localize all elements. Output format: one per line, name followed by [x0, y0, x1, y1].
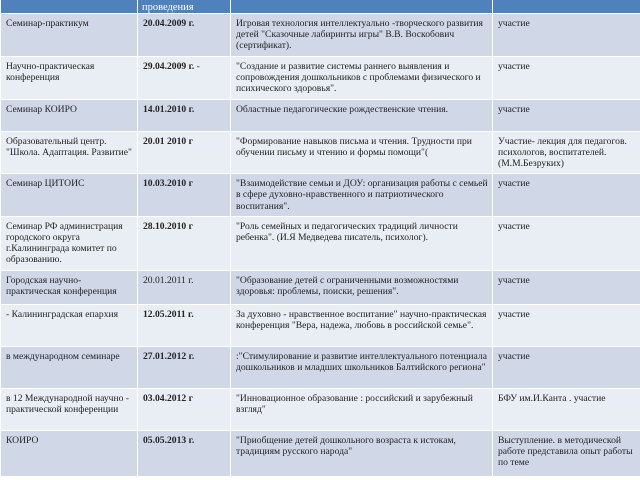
date-cell: 05.05.2013 г. [138, 430, 231, 476]
role-cell: участие [493, 14, 640, 57]
topic-cell: Областные педагогические рождественские чтения. [231, 99, 493, 131]
topic-cell: "Формирование навыков письма и чтения. Трудности при обучении письму и чтению и формы помощи"( [231, 131, 493, 174]
date-suffix: - [194, 61, 200, 72]
topic-cell: "Взаимодействие семьи и ДОУ: организация работы с семьей в сфере духовно-нравственного и патриотического воспитания". [231, 174, 493, 217]
table-row [1, 270, 640, 304]
table-body [1, 14, 640, 477]
role-cell: БФУ им.И.Канта . участие [493, 388, 640, 430]
date-cell: 20.01 2010 г [138, 131, 231, 174]
date-cell: 27.01.2012 г. [138, 346, 231, 388]
table-row [1, 216, 640, 270]
event-cell: в 12 Международной научно - практической конференции [1, 388, 138, 430]
role-cell: участие [493, 304, 640, 346]
table-row [1, 99, 640, 131]
date-cell: 20.01.2011 г. [138, 270, 231, 304]
topic-cell: "Создание и развитие системы раннего выявления и сопровождения дошкольников с проблемами физического и психического здоровья". [231, 57, 493, 100]
header-cell-event [1, 0, 138, 14]
topic-cell: "Образование детей с ограниченными возможностями здоровья: проблемы, поиски, решения". [231, 270, 493, 304]
table-row [1, 304, 640, 346]
table-header [1, 0, 640, 14]
table-row [1, 346, 640, 388]
topic-cell: Игровая технология интеллектуально -творческого развития детей "Сказочные лабиринты игры" В.В. Воскобович (сертификат). [231, 14, 493, 57]
event-cell: - Калининградская епархия [1, 304, 138, 346]
table-row [1, 174, 640, 217]
header-cell-date: проведения [138, 0, 231, 14]
header-row [1, 0, 640, 14]
table-row [1, 388, 640, 430]
date-cell: 20.04.2009 г. [138, 14, 231, 57]
event-cell: Семинар РФ администрация городского округа г.Калининграда комитет по образованию. [1, 216, 138, 270]
table-row [1, 131, 640, 174]
date-cell: 14.01.2010 г. [138, 99, 231, 131]
topic-cell: "Роль семейных и педагогических традиций личности ребенка". (И.Я Медведева писатель, психолог). [231, 216, 493, 270]
role-cell: участие [493, 216, 640, 270]
date-cell: 12.05.2011 г. [138, 304, 231, 346]
event-cell: Семинар ЦИТОИС [1, 174, 138, 217]
topic-cell: За духовно - нравственное воспитание" научно-практическая конференция "Вера, надежа, любовь в российской семье". [231, 304, 493, 346]
table-row [1, 430, 640, 476]
event-cell: Городская научно-практическая конференция [1, 270, 138, 304]
date-value: 29.04.2009 г. [143, 61, 195, 72]
header-cell-topic [231, 0, 493, 14]
topic-cell: :"Стимулирование и развитие интеллектуального потенциала дошкольников и младших школьников Балтийского региона" [231, 346, 493, 388]
role-cell: участие [493, 270, 640, 304]
event-cell: Образовательный центр. "Школа. Адаптация. Развитие" [1, 131, 138, 174]
event-cell: Научно-практическая конференция [1, 57, 138, 100]
table-row [1, 14, 640, 57]
role-cell: участие [493, 57, 640, 100]
role-cell: участие [493, 174, 640, 217]
role-cell: Выступление. в методической работе представила опыт работы по теме [493, 430, 640, 476]
event-cell: в международном семинаре [1, 346, 138, 388]
role-cell: участие [493, 346, 640, 388]
topic-cell: "Инновационное образование : российский и зарубежный взгляд" [231, 388, 493, 430]
topic-cell: "Приобщение детей дошкольного возраста к истокам, традициям русского народа" [231, 430, 493, 476]
date-cell: 10.03.2010 г [138, 174, 231, 217]
date-cell [138, 57, 231, 100]
date-cell: 03.04.2012 г [138, 388, 231, 430]
event-cell: КОИРО [1, 430, 138, 476]
table-row [1, 57, 640, 100]
date-cell: 28.10.2010 г [138, 216, 231, 270]
event-cell: Семинар КОИРО [1, 99, 138, 131]
role-cell: участие [493, 99, 640, 131]
role-cell: Участие- лекция для педагогов. психологов, воспитателей. (М.М.Безруких) [493, 131, 640, 174]
event-cell: Семинар-практикум [1, 14, 138, 57]
header-cell-role [493, 0, 640, 14]
